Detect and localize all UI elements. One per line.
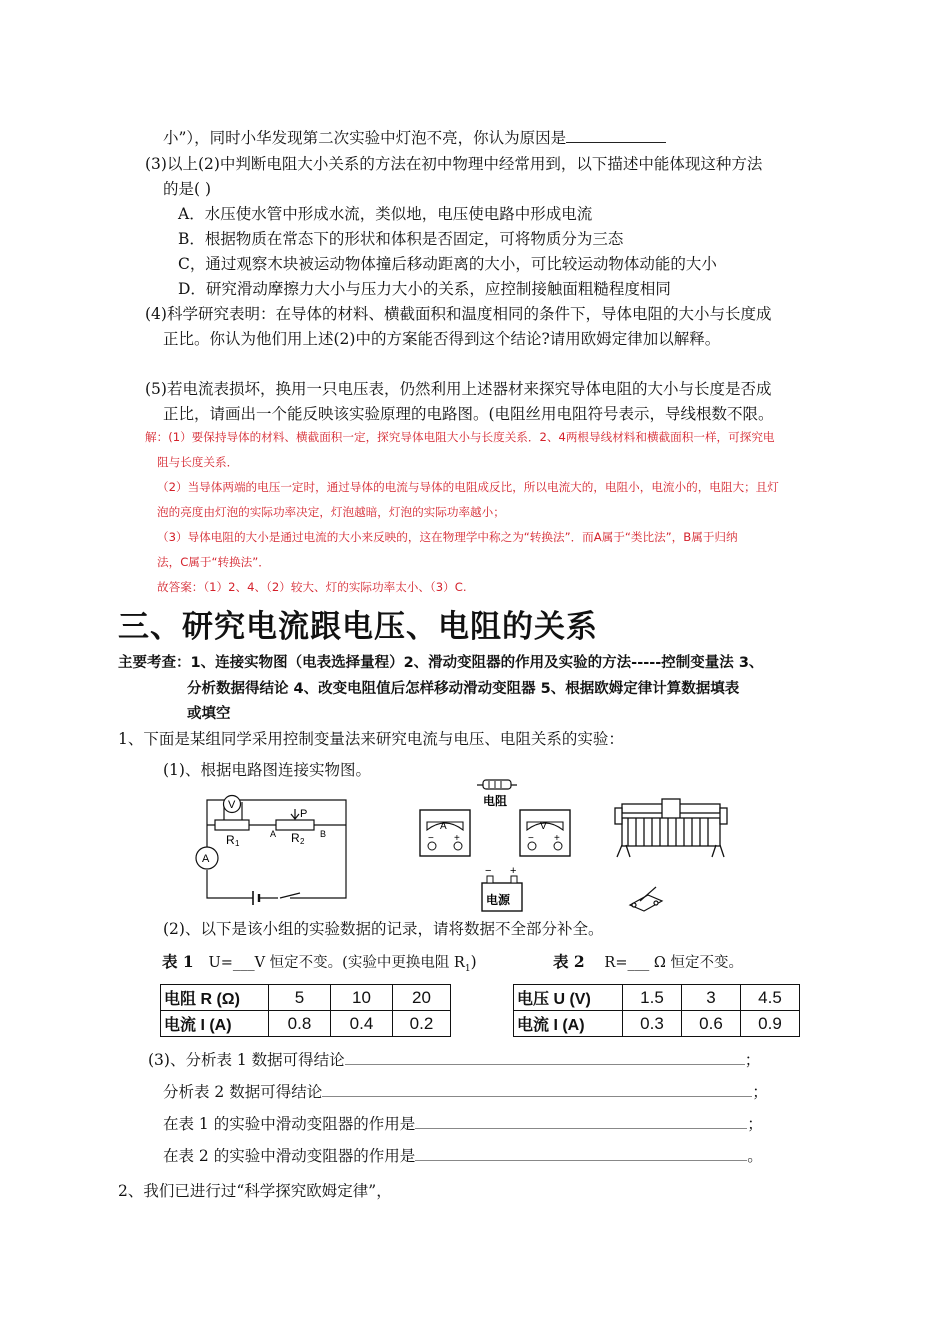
table2-caption: 表 2 R=___ Ω 恒定不变。: [553, 952, 743, 971]
answer-blank[interactable]: [322, 1082, 752, 1097]
table-row: 电流 I (A) 0.3 0.6 0.9: [514, 1011, 800, 1037]
line-q5-cont: 正比，请画出一个能反映该实验原理的电路图。(电阻丝用电阻符号表示，导线根数不限。: [163, 405, 774, 423]
ammeter-device: [420, 810, 470, 856]
focus-line: 主要考查：1、连接实物图（电表选择量程）2、滑动变阻器的作用及实验的方法-----控制变量法 3、: [118, 655, 764, 671]
svg-text:A: A: [440, 821, 447, 832]
switch-device: [630, 887, 662, 911]
answer-blank[interactable]: [415, 1146, 747, 1161]
svg-text:+: +: [554, 833, 560, 844]
r2-label: R: [291, 831, 300, 845]
svg-text:V: V: [540, 821, 547, 832]
resistor-component: [477, 780, 517, 808]
line-q4: (4)科学研究表明：在导体的材料、横截面积和温度相同的条件下，导体电阻的大小与长度成: [145, 305, 772, 323]
svg-text:电阻: 电阻: [483, 794, 508, 808]
circuit-diagram: [190, 790, 360, 910]
answer-blank[interactable]: [415, 1114, 747, 1129]
section-title: 三、研究电流跟电压、电阻的关系: [118, 609, 598, 645]
q1-part3-line4: 在表 2 的实验中滑动变阻器的作用是 。: [163, 1147, 763, 1165]
answer-line: 阻与长度关系．: [157, 455, 239, 469]
option-c: C，通过观察木块被运动物体撞后移动距离的大小，可比较运动物体动能的大小: [178, 255, 717, 273]
table-row: 电流 I (A) 0.8 0.4 0.2: [161, 1011, 451, 1037]
q1-intro: 1、下面是某组同学采用控制变量法来研究电流与电压、电阻关系的实验：: [118, 730, 624, 748]
voltmeter-label: V: [228, 799, 236, 811]
svg-text:+: +: [510, 865, 517, 877]
q1-part3-line3: 在表 1 的实验中滑动变阻器的作用是 ；: [163, 1115, 763, 1133]
svg-text:−: −: [528, 833, 534, 844]
svg-text:电源: 电源: [486, 893, 511, 907]
svg-text:−: −: [485, 865, 492, 877]
table-row: 电压 U (V) 1.5 3 4.5: [514, 985, 800, 1011]
table1-caption: 表 1 U=___V 恒定不变。(实验中更换电阻 $R_1$): [162, 952, 477, 975]
svg-text:+: +: [454, 833, 460, 844]
q1-part2: (2)、以下是该小组的实验数据的记录，请将数据不全部分补全。: [163, 920, 604, 938]
option-a: A．水压使水管中形成水流，类似地，电压使电路中形成电流: [178, 205, 593, 223]
answer-line: （3）导体电阻的大小是通过电流的大小来反映的，这在物理学中称之为“转换法”．而A属于“类比法”，B属于归纳: [157, 530, 738, 544]
answer-blank[interactable]: [566, 128, 666, 143]
answer-line: 解：(1）要保持导体的材料、横截面积一定，探究导体电阻大小与长度关系．2、4两根导线材料和横截面积一样，可探究电: [145, 430, 775, 444]
answer-summary: 故答案：（1）2、4、（2）较大、灯的实际功率太小、（3）C.: [157, 580, 467, 594]
answer-line: 法，C属于“转换法”．: [157, 555, 270, 569]
table1: [160, 984, 451, 1037]
line-q5: (5)若电流表损坏，换用一只电压表，仍然利用上述器材来探究导体电阻的大小与长度是否成: [145, 380, 772, 398]
option-d: D．研究滑动摩擦力大小与压力大小的关系，应控制接触面粗糙程度相同: [178, 280, 671, 298]
power-supply: [482, 865, 522, 911]
q2-intro: 2、我们已进行过“科学探究欧姆定律”，: [118, 1182, 392, 1200]
q1-part3-line2: 分析表 2 数据可得结论 ；: [163, 1083, 768, 1101]
line-q-continued: 小”），同时小华发现第二次实验中灯泡不亮，你认为原因是: [163, 126, 666, 148]
table-row: 电阻 R (Ω) 5 10 20: [161, 985, 451, 1011]
answer-line: 泡的亮度由灯泡的实际功率决定，灯泡越暗，灯泡的实际功率越小；: [157, 505, 505, 519]
slider-label: P: [300, 808, 308, 820]
svg-text:1: 1: [235, 839, 240, 848]
q1-part1: (1)、根据电路图连接实物图。: [163, 761, 371, 779]
r1-label: R: [226, 833, 235, 847]
svg-text:B: B: [320, 829, 327, 839]
q1-part3-line1: (3)、分析表 1 数据可得结论 ；: [148, 1051, 761, 1069]
voltmeter-device: [520, 810, 570, 856]
svg-text:2: 2: [300, 837, 305, 846]
line-q4-cont: 正比。你认为他们用上述(2)中的方案能否得到这个结论?请用欧姆定律加以解释。: [163, 330, 721, 348]
focus-line: 或填空: [187, 706, 231, 722]
line-q3: (3)以上(2)中判断电阻大小关系的方法在初中物理中经常用到，以下描述中能体现这种方法: [145, 155, 763, 173]
answer-line: （2）当导体两端的电压一定时，通过导体的电流与导体的电阻成反比，所以电流大的，电阻小，电流小的，电阻大；且灯: [157, 480, 779, 494]
line-q3-cont: 的是( ): [163, 180, 212, 198]
rheostat-device: [615, 799, 727, 857]
svg-text:A: A: [270, 829, 277, 839]
table2: [513, 984, 800, 1037]
ammeter-label: A: [202, 853, 210, 865]
focus-line: 分析数据得结论 4、改变电阻值后怎样移动滑动变阻器 5、根据欧姆定律计算数据填表: [187, 681, 740, 697]
answer-blank[interactable]: [345, 1050, 745, 1065]
svg-text:−: −: [428, 833, 434, 844]
equipment-illustration: [410, 773, 750, 915]
option-b: B．根据物质在常态下的形状和体积是否固定，可将物质分为三态: [178, 230, 624, 248]
